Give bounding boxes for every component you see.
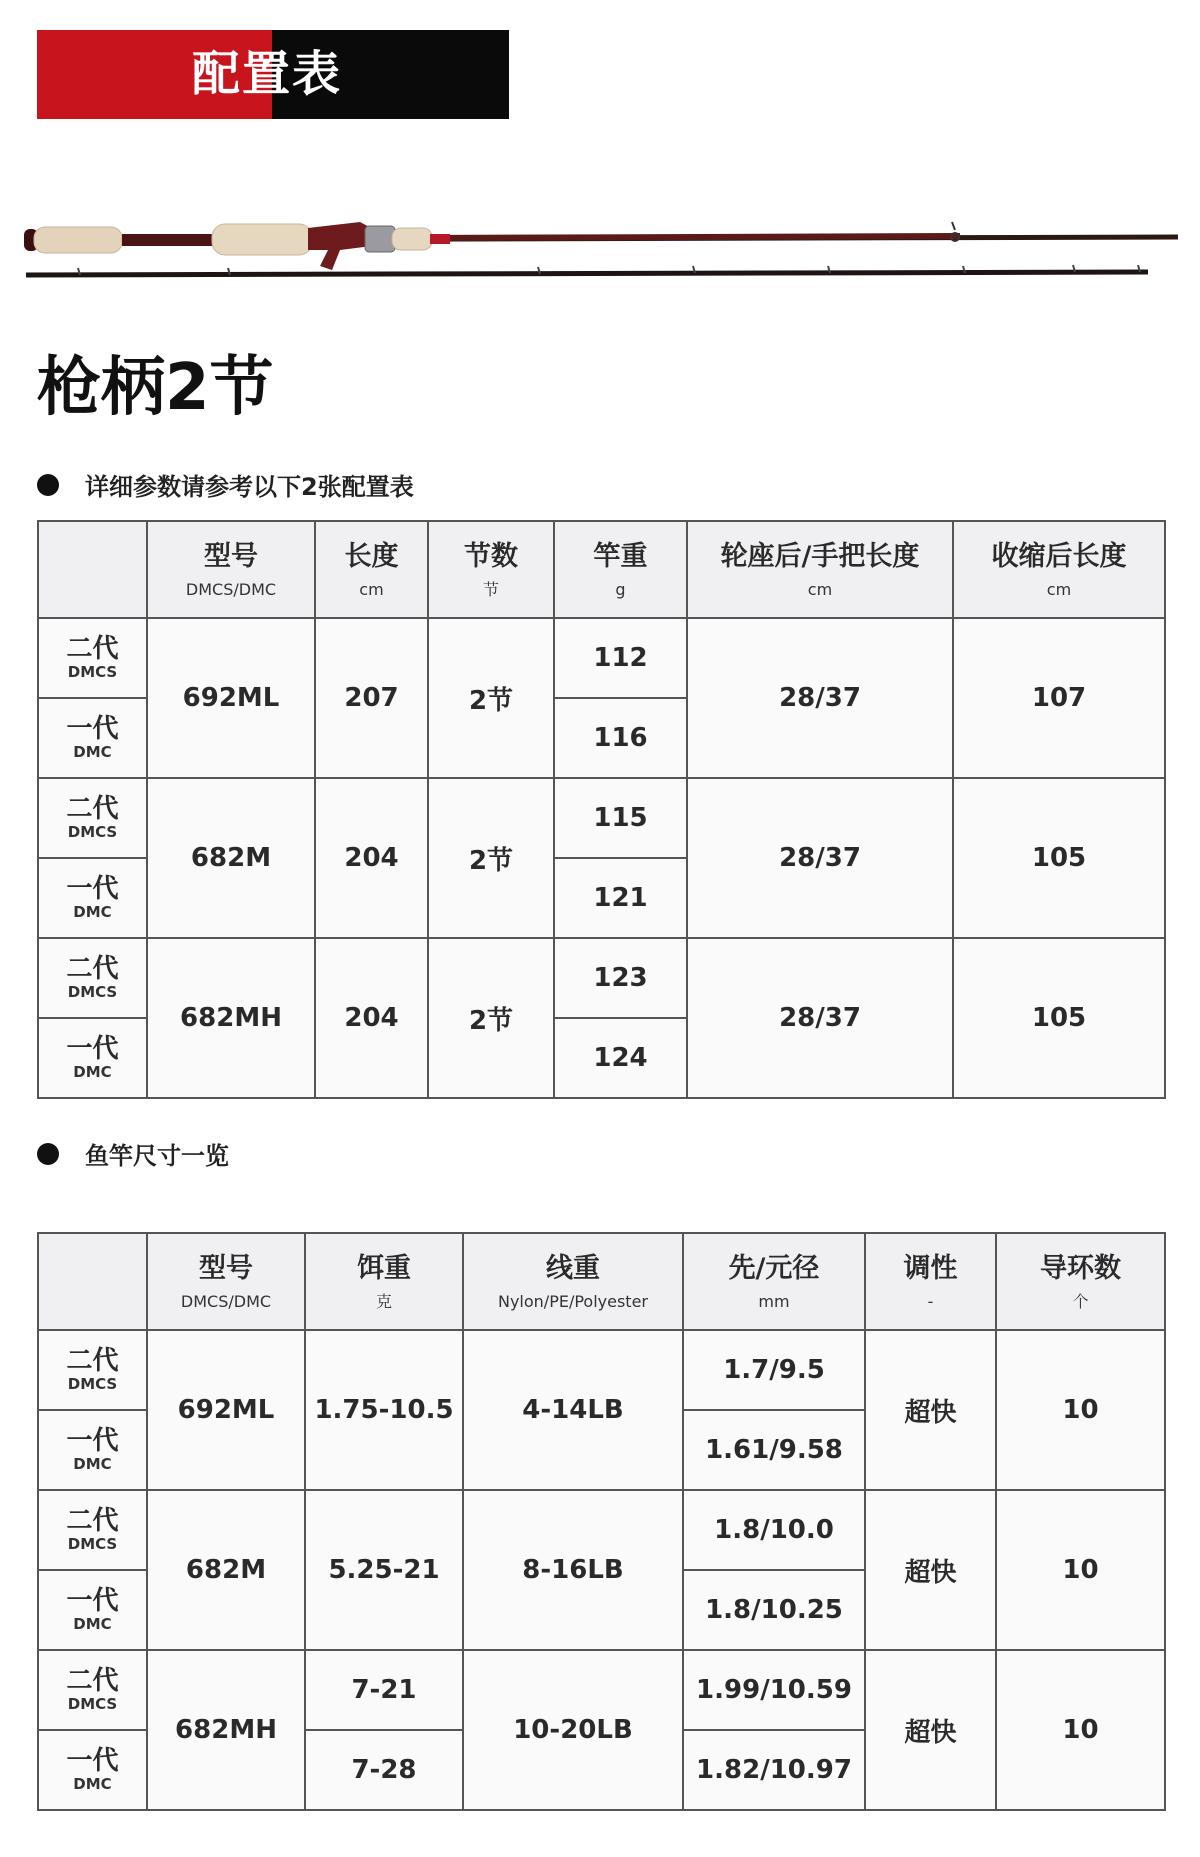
sections-cell: 2节: [428, 778, 554, 938]
closed-length-cell: 107: [953, 618, 1165, 778]
header-cell: 竿重 g: [554, 521, 687, 618]
table-row: [38, 1650, 1165, 1730]
header-cell: 节数 节: [428, 521, 554, 618]
generation-cell: 二代 DMCS: [38, 1330, 147, 1410]
table-row: [38, 618, 1165, 698]
lure-weight-cell: 1.75-10.5: [305, 1330, 463, 1490]
fishing-rod-illustration: [20, 200, 1180, 300]
diameter-cell: 1.8/10.0: [683, 1490, 865, 1570]
line-weight-cell: 8-16LB: [463, 1490, 683, 1650]
header-cell-blank: [38, 1233, 147, 1330]
note-text-2: 鱼竿尺寸一览: [85, 1142, 229, 1170]
banner-title: 配置表: [192, 46, 343, 102]
diameter-cell: 1.99/10.59: [683, 1650, 865, 1730]
generation-cell: 一代 DMC: [38, 858, 147, 938]
sections-cell: 2节: [428, 618, 554, 778]
line-weight-cell: 4-14LB: [463, 1330, 683, 1490]
weight-cell: 112: [554, 618, 687, 698]
length-cell: 204: [315, 778, 428, 938]
model-cell: 692ML: [147, 618, 315, 778]
header-cell: 轮座后/手把长度 cm: [687, 521, 953, 618]
spec-table-1: [37, 520, 1166, 1099]
grip-length-cell: 28/37: [687, 938, 953, 1098]
bullet-icon: [37, 1143, 59, 1165]
model-cell: 682M: [147, 1490, 305, 1650]
weight-cell: 116: [554, 698, 687, 778]
diameter-cell: 1.61/9.58: [683, 1410, 865, 1490]
header-cell: 调性 -: [865, 1233, 996, 1330]
action-cell: 超快: [865, 1650, 996, 1810]
guides-cell: 10: [996, 1650, 1165, 1810]
diameter-cell: 1.8/10.25: [683, 1570, 865, 1650]
guides-cell: 10: [996, 1490, 1165, 1650]
header-cell: 饵重 克: [305, 1233, 463, 1330]
generation-cell: 一代 DMC: [38, 1570, 147, 1650]
model-cell: 682MH: [147, 938, 315, 1098]
header-cell: 导环数 个: [996, 1233, 1165, 1330]
lure-weight-cell: 7-28: [305, 1730, 463, 1810]
diameter-cell: 1.82/10.97: [683, 1730, 865, 1810]
weight-cell: 124: [554, 1018, 687, 1098]
header-cell: 型号 DMCS/DMC: [147, 1233, 305, 1330]
header-cell-blank: [38, 521, 147, 618]
model-cell: 682M: [147, 778, 315, 938]
table-row: [38, 938, 1165, 1018]
weight-cell: 123: [554, 938, 687, 1018]
closed-length-cell: 105: [953, 938, 1165, 1098]
generation-cell: 二代 DMCS: [38, 1650, 147, 1730]
header-cell: 先/元径 mm: [683, 1233, 865, 1330]
table-row: [38, 1490, 1165, 1570]
generation-cell: 二代 DMCS: [38, 778, 147, 858]
header-banner: [37, 30, 509, 119]
table-row: [38, 778, 1165, 858]
model-cell: 682MH: [147, 1650, 305, 1810]
guides-cell: 10: [996, 1330, 1165, 1490]
sections-cell: 2节: [428, 938, 554, 1098]
header-cell: 线重 Nylon/PE/Polyester: [463, 1233, 683, 1330]
action-cell: 超快: [865, 1330, 996, 1490]
table-row: [38, 1330, 1165, 1410]
generation-cell: 二代 DMCS: [38, 1490, 147, 1570]
section-title: 枪柄2节: [37, 351, 274, 425]
length-cell: 207: [315, 618, 428, 778]
generation-cell: 一代 DMC: [38, 698, 147, 778]
line-weight-cell: 10-20LB: [463, 1650, 683, 1810]
bullet-icon: [37, 474, 59, 496]
weight-cell: 115: [554, 778, 687, 858]
table-header-row: [38, 1233, 1165, 1330]
note-row-1: [37, 467, 414, 502]
closed-length-cell: 105: [953, 778, 1165, 938]
generation-cell: 一代 DMC: [38, 1410, 147, 1490]
grip-length-cell: 28/37: [687, 618, 953, 778]
table-header-row: [38, 521, 1165, 618]
generation-cell: 二代 DMCS: [38, 618, 147, 698]
header-cell: 型号 DMCS/DMC: [147, 521, 315, 618]
action-cell: 超快: [865, 1490, 996, 1650]
header-cell: 收缩后长度 cm: [953, 521, 1165, 618]
spec-table-2: [37, 1232, 1166, 1811]
lure-weight-cell: 7-21: [305, 1650, 463, 1730]
length-cell: 204: [315, 938, 428, 1098]
weight-cell: 121: [554, 858, 687, 938]
diameter-cell: 1.7/9.5: [683, 1330, 865, 1410]
model-cell: 692ML: [147, 1330, 305, 1490]
header-cell: 长度 cm: [315, 521, 428, 618]
lure-weight-cell: 5.25-21: [305, 1490, 463, 1650]
generation-cell: 一代 DMC: [38, 1730, 147, 1810]
note-row-2: [37, 1136, 229, 1171]
generation-cell: 二代 DMCS: [38, 938, 147, 1018]
generation-cell: 一代 DMC: [38, 1018, 147, 1098]
grip-length-cell: 28/37: [687, 778, 953, 938]
note-text-1: 详细参数请参考以下2张配置表: [85, 473, 414, 501]
